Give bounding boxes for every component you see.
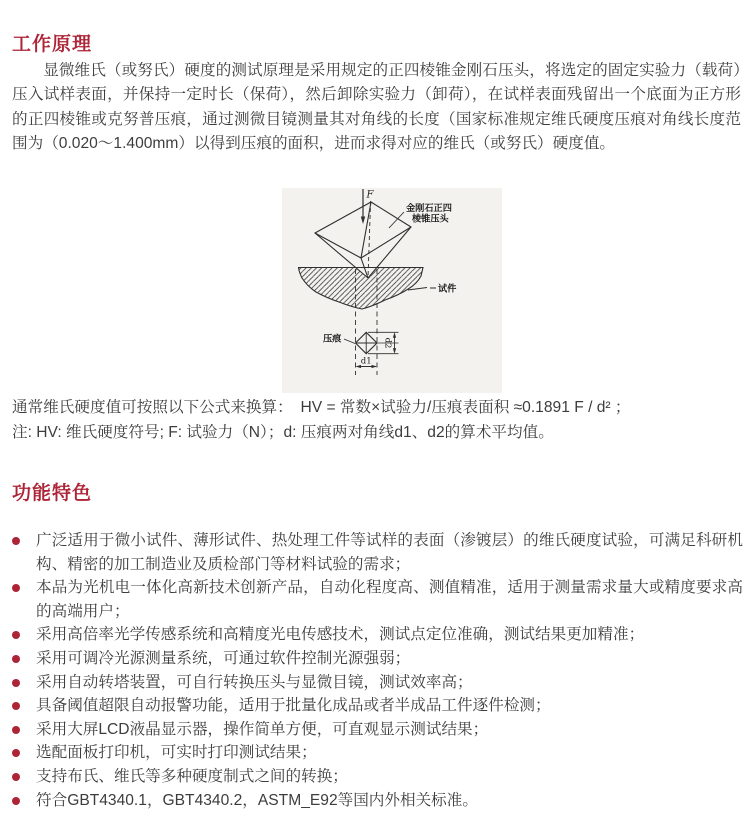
feature-item: 采用自动转塔装置，可自行转换压头与显微目镜，测试效率高； <box>12 671 743 695</box>
feature-item: 支持布氏、维氏等多种硬度制式之间的转换； <box>12 765 743 789</box>
indentation-label: 压痕 <box>323 333 342 345</box>
force-label: F <box>366 189 374 201</box>
feature-item: 采用可调冷光源测量系统，可通过软件控制光源强弱； <box>12 647 743 671</box>
feature-item: 具备阈值超限自动报警功能，适用于批量化成品或者半成品工件逐件检测； <box>12 694 743 718</box>
feature-item: 本品为光机电一体化高新技术创新产品，自动化程度高、测值精准，适用于测量需求量大或精度要求高的高端用户； <box>12 576 743 623</box>
features-list <box>12 529 743 812</box>
feature-item: 采用高倍率光学传感系统和高精度光电传感技术，测试点定位准确，测试结果更加精准； <box>12 623 743 647</box>
indenter-diagram <box>282 188 502 393</box>
formula-block <box>12 396 746 445</box>
working-principle-paragraph: 显微维氏（或努氏）硬度的测试原理是采用规定的正四棱锥金刚石压头，将选定的固定实验力（载荷）压入试样表面，并保持一定时长（保荷），然后卸除实验力（卸荷），在试样表面残留出一个底面为正方形的正四棱锥或克努普压痕，通过测微目镜测量其对角线的长度（国家标准规定维氏硬度压痕对角线长度范围为（0.020～1.400mm）以得到压痕的面积，进而求得对应的维氏（或努氏）硬度值。 <box>12 62 741 153</box>
feature-item: 符合GBT4340.1，GBT4340.2，ASTM_E92等国内外相关标准。 <box>12 789 743 813</box>
formula-note: 注: HV: 维氏硬度符号; F: 试验力（N）；d: 压痕两对角线d1、d2的算术平均值。 <box>12 423 554 441</box>
feature-item: 采用大屏LCD液晶显示器，操作简单方便，可直观显示测试结果； <box>12 718 743 742</box>
feature-item: 选配面板打印机，可实时打印测试结果； <box>12 741 743 765</box>
indenter-label-line2: 棱锥压头 <box>412 213 449 225</box>
d2-label: d2 <box>382 337 393 349</box>
feature-item: 广泛适用于微小试件、薄形试件、热处理工件等试样的表面（渗镀层）的维氏硬度试验，可满足科研机构、精密的加工制造业及质检部门等材料试验的需求； <box>12 529 743 576</box>
features-title: 功能特色 <box>12 483 93 504</box>
indenter-label-line1: 金刚石正四 <box>406 203 452 214</box>
d1-label: d1 <box>360 356 372 367</box>
working-principle-title: 工作原理 <box>12 34 93 55</box>
specimen-label: 试件 <box>438 283 457 295</box>
formula-line: 通常维氏硬度值可按照以下公式来换算： HV = 常数×试验力/压痕表面积 ≈0.1891 F / d² ； <box>12 399 631 416</box>
